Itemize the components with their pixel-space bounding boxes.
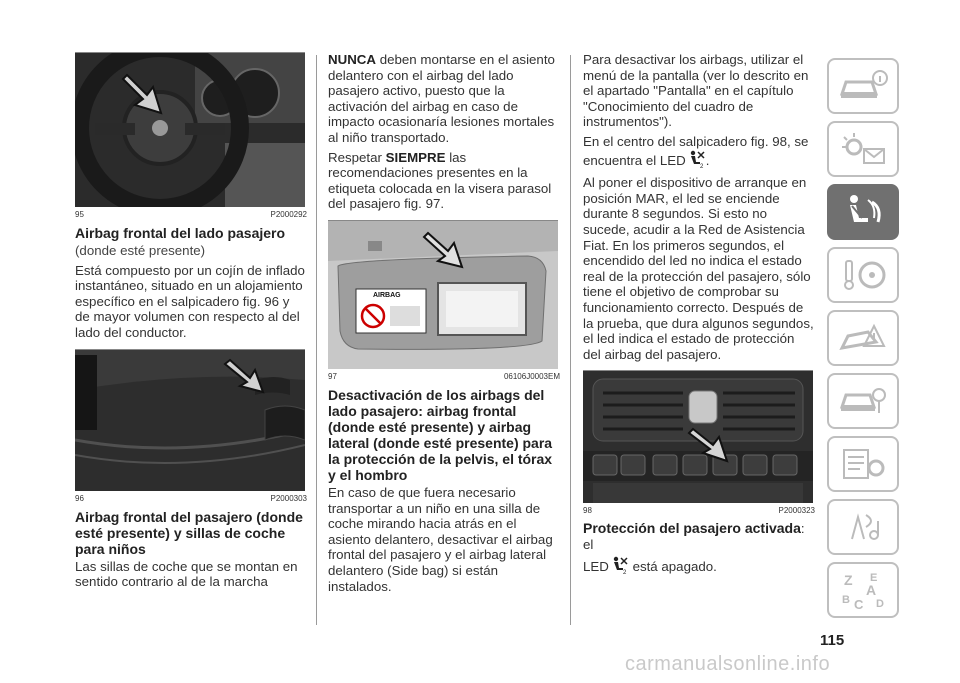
text: LED [583,559,609,575]
svg-text:2: 2 [622,570,627,575]
index-letter: C [854,597,864,611]
key-steering-wheel-icon [838,257,888,293]
section-heading-child-seats: Airbag frontal del pasajero (donde esté presente) y sillas de coche para niños [75,508,303,557]
index-letter: D [876,598,884,610]
page-number: 115 [820,632,845,649]
section-heading-front-airbag-passenger: Airbag frontal del lado pasajero [75,225,286,241]
multimedia-icon [838,509,888,545]
figure-number: 95 [75,210,84,219]
tab-emergency[interactable] [827,310,899,366]
figure-95-caption [75,210,307,219]
column-1 [75,52,307,594]
paragraph [583,134,815,171]
column-divider [316,55,317,625]
dashboard-photo [75,350,305,491]
figure-97-caption [328,372,560,381]
watermark: carmanualsonline.info [625,653,831,675]
column-divider [570,55,571,625]
airbag-off-led-icon [686,150,706,172]
figure-98-caption [583,506,815,515]
tab-safety[interactable] [827,184,899,240]
figure-number: 97 [328,371,337,381]
section-heading-deactivation: Desactivación de los airbags del lado pasajero: airbag frontal (donde esté presente) y airbag lateral (donde esté presente) para la protección de la pelvis, el tórax y el hombro [328,386,553,483]
figure-number: 98 [583,506,592,516]
text: Respetar [328,149,386,165]
paragraph [328,150,560,212]
index-letter: A [866,582,877,598]
text: En el centro del salpicadero fig. 98, se encuentra el LED [583,133,809,168]
paragraph [583,521,815,552]
tab-warning-lights[interactable] [827,121,899,177]
tab-car-info[interactable] [827,58,899,114]
figure-number: 96 [75,493,84,503]
paragraph: Para desactivar los airbags, utilizar el menú de la pantalla (ver lo descrito en el apartado "Pantalla" en el capítulo "Conocimiento del cuadro de instrumentos"). [583,52,809,130]
figure-98-center-console [583,370,813,503]
figure-96-dashboard [75,349,305,491]
tab-maintenance[interactable] [827,373,899,429]
svg-text:2: 2 [699,163,704,168]
warning-lights-icon [838,131,888,167]
bold-text: SIEMPRE [385,149,446,165]
car-service-icon [838,383,888,419]
car-info-icon [838,68,888,104]
list-gear-icon [838,446,888,482]
paragraph [583,556,815,578]
paragraph: Las sillas de coche que se montan en sentido contrario al de la marcha [75,558,298,590]
index-letter: B [842,594,850,606]
section-subtitle: (donde esté presente) [75,243,206,258]
column-2 [328,52,560,598]
index-letter: Z [844,572,853,588]
airbag-off-led-icon [609,556,629,578]
text: . [705,152,710,168]
text: está apagado. [628,559,717,575]
tab-index[interactable] [827,562,899,618]
airbag-label-text: AIRBAG [373,291,401,299]
figure-97-sun-visor [328,220,558,369]
index-letters-icon [838,569,888,611]
car-breakdown-icon [838,320,888,356]
text: las recomendaciones presentes en la etiqueta colocada en la visera parasol del pasajero fig. 97. [328,149,552,212]
column-3 [583,52,815,582]
seat-airbag-icon [838,192,888,232]
text: : el [583,521,805,552]
figure-code: P2000303 [270,493,307,503]
text: deben montarse en el asiento delantero con el airbag del lado pasajero activo, puesto que la activación del airbag en caso de impacto ocasionaría lesiones mortales al niño transportado. [328,52,555,145]
figure-code: 06106J0003EM [503,371,560,381]
paragraph: En caso de que fuera necesario transportar a un niño en una silla de coche mirando hacia atrás en el asiento delantero, desactivar el airbag frontal del pasajero y el airbag lateral delantero (Side bag) si están instalados. [328,484,553,594]
center-console-photo [583,371,813,503]
chapter-tabs [827,58,899,625]
tab-technical-data[interactable] [827,436,899,492]
bold-heading-inline: Protección del pasajero activada [583,520,801,537]
paragraph: Está compuesto por un cojín de inflado instantáneo, situado en un alojamiento específico en el salpicadero fig. 96 y de mayor volumen con respecto al del lado del conductor. [75,262,305,340]
tab-starting-driving[interactable] [827,247,899,303]
index-letter: E [870,572,878,584]
paragraph: Al poner el dispositivo de arranque en posición MAR, el led se enciende durante 8 segundos. Si esto no sucede, acudir a la Red de Asistencia Fiat. En los primeros segundos, el encendido del led no indica el estado real de la protección del pasajero, sólo tiene el objetivo de comprobar su funcionamiento correcto. Después de la prueba, que dura algunos segundos, el led indica el estado de protección del airbag del pasajero. [583,175,814,362]
paragraph [328,52,560,146]
bold-text: NUNCA [328,52,377,67]
figure-96-caption [75,494,307,503]
sun-visor-photo [328,221,558,369]
figure-code: P2000323 [778,506,815,516]
figure-95-steering-wheel [75,52,305,207]
steering-wheel-photo [75,53,305,207]
tab-multimedia[interactable] [827,499,899,555]
figure-code: P2000292 [270,210,307,219]
